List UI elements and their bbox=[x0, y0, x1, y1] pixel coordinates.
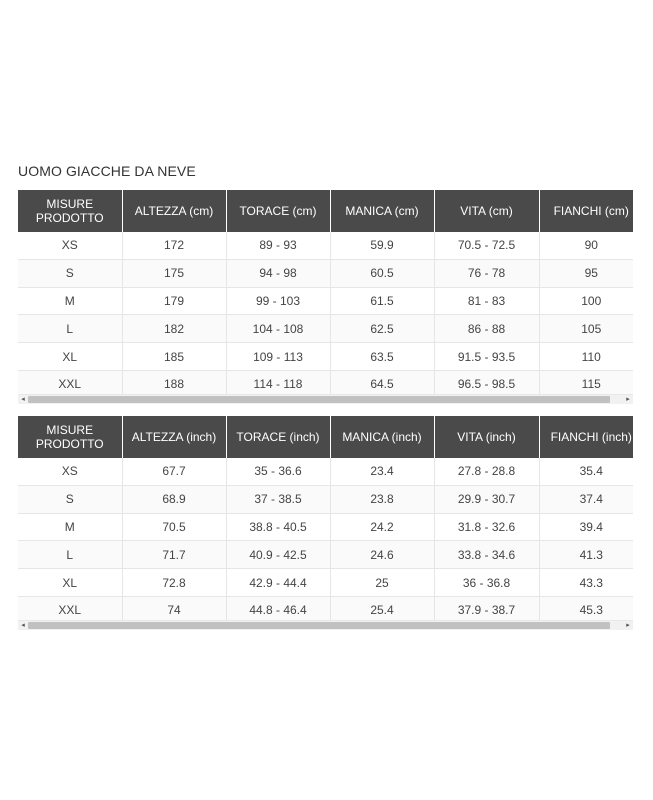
measure-cell: 188 bbox=[122, 370, 226, 398]
measure-cell: 25.4 bbox=[330, 596, 434, 624]
measure-cell: 104 - 108 bbox=[226, 315, 330, 343]
measure-cell: 42.9 - 44.4 bbox=[226, 569, 330, 597]
measure-cell: 109 - 113 bbox=[226, 343, 330, 371]
measure-cell: 100 bbox=[539, 287, 633, 315]
size-table-inch bbox=[18, 416, 633, 625]
measure-cell: 29.9 - 30.7 bbox=[434, 485, 539, 513]
size-cell: XL bbox=[18, 569, 122, 597]
column-header bbox=[434, 190, 539, 232]
table-row bbox=[18, 569, 633, 597]
measure-cell: 37.4 bbox=[539, 485, 633, 513]
column-header-label: FIANCHI (inch) bbox=[550, 430, 632, 444]
column-header-label: ALTEZZA (inch) bbox=[131, 430, 217, 444]
measure-cell: 61.5 bbox=[330, 287, 434, 315]
measure-cell: 63.5 bbox=[330, 343, 434, 371]
page-title: UOMO GIACCHE DA NEVE bbox=[18, 163, 196, 179]
measure-cell: 175 bbox=[122, 259, 226, 287]
measure-cell: 70.5 bbox=[122, 513, 226, 541]
measure-cell: 91.5 - 93.5 bbox=[434, 343, 539, 371]
measure-cell: 105 bbox=[539, 315, 633, 343]
measure-cell: 35.4 bbox=[539, 458, 633, 485]
column-header bbox=[226, 416, 330, 458]
measure-cell: 70.5 - 72.5 bbox=[434, 232, 539, 259]
column-header bbox=[330, 190, 434, 232]
measure-cell: 24.2 bbox=[330, 513, 434, 541]
column-header-label: MANICA (inch) bbox=[342, 430, 422, 444]
measure-cell: 23.4 bbox=[330, 458, 434, 485]
measure-cell: 179 bbox=[122, 287, 226, 315]
column-header bbox=[434, 416, 539, 458]
table-row bbox=[18, 232, 633, 259]
column-header bbox=[539, 416, 633, 458]
column-header-label: MANICA (cm) bbox=[345, 204, 419, 218]
measure-cell: 110 bbox=[539, 343, 633, 371]
measure-cell: 89 - 93 bbox=[226, 232, 330, 259]
measure-cell: 114 - 118 bbox=[226, 370, 330, 398]
size-table-inch-container bbox=[18, 416, 633, 625]
table-row bbox=[18, 315, 633, 343]
measure-cell: 74 bbox=[122, 596, 226, 624]
size-table-inch-body bbox=[18, 458, 633, 624]
column-header-label: TORACE (inch) bbox=[236, 430, 320, 444]
size-cell: S bbox=[18, 259, 122, 287]
size-table-cm-container bbox=[18, 190, 633, 399]
column-header bbox=[122, 416, 226, 458]
column-header bbox=[539, 190, 633, 232]
size-table-cm-header bbox=[18, 190, 633, 232]
measure-cell: 38.8 - 40.5 bbox=[226, 513, 330, 541]
size-cell: XS bbox=[18, 232, 122, 259]
measure-cell: 172 bbox=[122, 232, 226, 259]
size-cell: XXL bbox=[18, 596, 122, 624]
measure-cell: 71.7 bbox=[122, 541, 226, 569]
column-header-label: FIANCHI (cm) bbox=[553, 204, 629, 218]
column-header-label: TORACE (cm) bbox=[239, 204, 317, 218]
measure-cell: 68.9 bbox=[122, 485, 226, 513]
measure-cell: 64.5 bbox=[330, 370, 434, 398]
column-header bbox=[122, 190, 226, 232]
table-row bbox=[18, 513, 633, 541]
column-header-label: MISURE bbox=[46, 423, 94, 437]
horizontal-scrollbar-inch[interactable] bbox=[18, 620, 633, 630]
column-header bbox=[18, 190, 122, 232]
size-cell: XL bbox=[18, 343, 122, 371]
column-header-label: ALTEZZA (cm) bbox=[134, 204, 214, 218]
column-header-label: PRODOTTO bbox=[35, 211, 104, 225]
scroll-right-arrow-icon[interactable]: ▸ bbox=[626, 622, 630, 629]
measure-cell: 60.5 bbox=[330, 259, 434, 287]
size-cell: XXL bbox=[18, 370, 122, 398]
measure-cell: 40.9 - 42.5 bbox=[226, 541, 330, 569]
measure-cell: 41.3 bbox=[539, 541, 633, 569]
measure-cell: 99 - 103 bbox=[226, 287, 330, 315]
column-header bbox=[226, 190, 330, 232]
scroll-left-arrow-icon[interactable]: ◂ bbox=[21, 396, 25, 403]
column-header-label: VITA (cm) bbox=[460, 204, 513, 218]
table-row bbox=[18, 287, 633, 315]
table-row bbox=[18, 343, 633, 371]
measure-cell: 44.8 - 46.4 bbox=[226, 596, 330, 624]
size-table-cm-body bbox=[18, 232, 633, 398]
measure-cell: 96.5 - 98.5 bbox=[434, 370, 539, 398]
table-row bbox=[18, 541, 633, 569]
measure-cell: 182 bbox=[122, 315, 226, 343]
measure-cell: 35 - 36.6 bbox=[226, 458, 330, 485]
measure-cell: 185 bbox=[122, 343, 226, 371]
measure-cell: 27.8 - 28.8 bbox=[434, 458, 539, 485]
measure-cell: 76 - 78 bbox=[434, 259, 539, 287]
size-table-cm bbox=[18, 190, 633, 399]
measure-cell: 81 - 83 bbox=[434, 287, 539, 315]
measure-cell: 37.9 - 38.7 bbox=[434, 596, 539, 624]
column-header-label: MISURE bbox=[46, 197, 94, 211]
column-header bbox=[18, 416, 122, 458]
measure-cell: 24.6 bbox=[330, 541, 434, 569]
measure-cell: 59.9 bbox=[330, 232, 434, 259]
table-row bbox=[18, 259, 633, 287]
measure-cell: 25 bbox=[330, 569, 434, 597]
size-cell: M bbox=[18, 513, 122, 541]
size-cell: XS bbox=[18, 458, 122, 485]
measure-cell: 94 - 98 bbox=[226, 259, 330, 287]
measure-cell: 90 bbox=[539, 232, 633, 259]
measure-cell: 95 bbox=[539, 259, 633, 287]
table-row bbox=[18, 458, 633, 485]
measure-cell: 43.3 bbox=[539, 569, 633, 597]
measure-cell: 31.8 - 32.6 bbox=[434, 513, 539, 541]
measure-cell: 67.7 bbox=[122, 458, 226, 485]
scrollbar-thumb-cm[interactable] bbox=[28, 396, 610, 403]
column-header-label: PRODOTTO bbox=[35, 437, 104, 451]
size-cell: M bbox=[18, 287, 122, 315]
measure-cell: 37 - 38.5 bbox=[226, 485, 330, 513]
measure-cell: 115 bbox=[539, 370, 633, 398]
scrollbar-thumb-inch[interactable] bbox=[28, 622, 610, 629]
size-cell: L bbox=[18, 541, 122, 569]
measure-cell: 62.5 bbox=[330, 315, 434, 343]
measure-cell: 45.3 bbox=[539, 596, 633, 624]
measure-cell: 72.8 bbox=[122, 569, 226, 597]
measure-cell: 33.8 - 34.6 bbox=[434, 541, 539, 569]
measure-cell: 39.4 bbox=[539, 513, 633, 541]
measure-cell: 36 - 36.8 bbox=[434, 569, 539, 597]
measure-cell: 23.8 bbox=[330, 485, 434, 513]
measure-cell: 86 - 88 bbox=[434, 315, 539, 343]
size-cell: S bbox=[18, 485, 122, 513]
horizontal-scrollbar-cm[interactable] bbox=[18, 394, 633, 404]
scroll-right-arrow-icon[interactable]: ▸ bbox=[626, 396, 630, 403]
size-table-inch-header bbox=[18, 416, 633, 458]
column-header bbox=[330, 416, 434, 458]
scroll-left-arrow-icon[interactable]: ◂ bbox=[21, 622, 25, 629]
size-cell: L bbox=[18, 315, 122, 343]
column-header-label: VITA (inch) bbox=[457, 430, 516, 444]
table-row bbox=[18, 485, 633, 513]
